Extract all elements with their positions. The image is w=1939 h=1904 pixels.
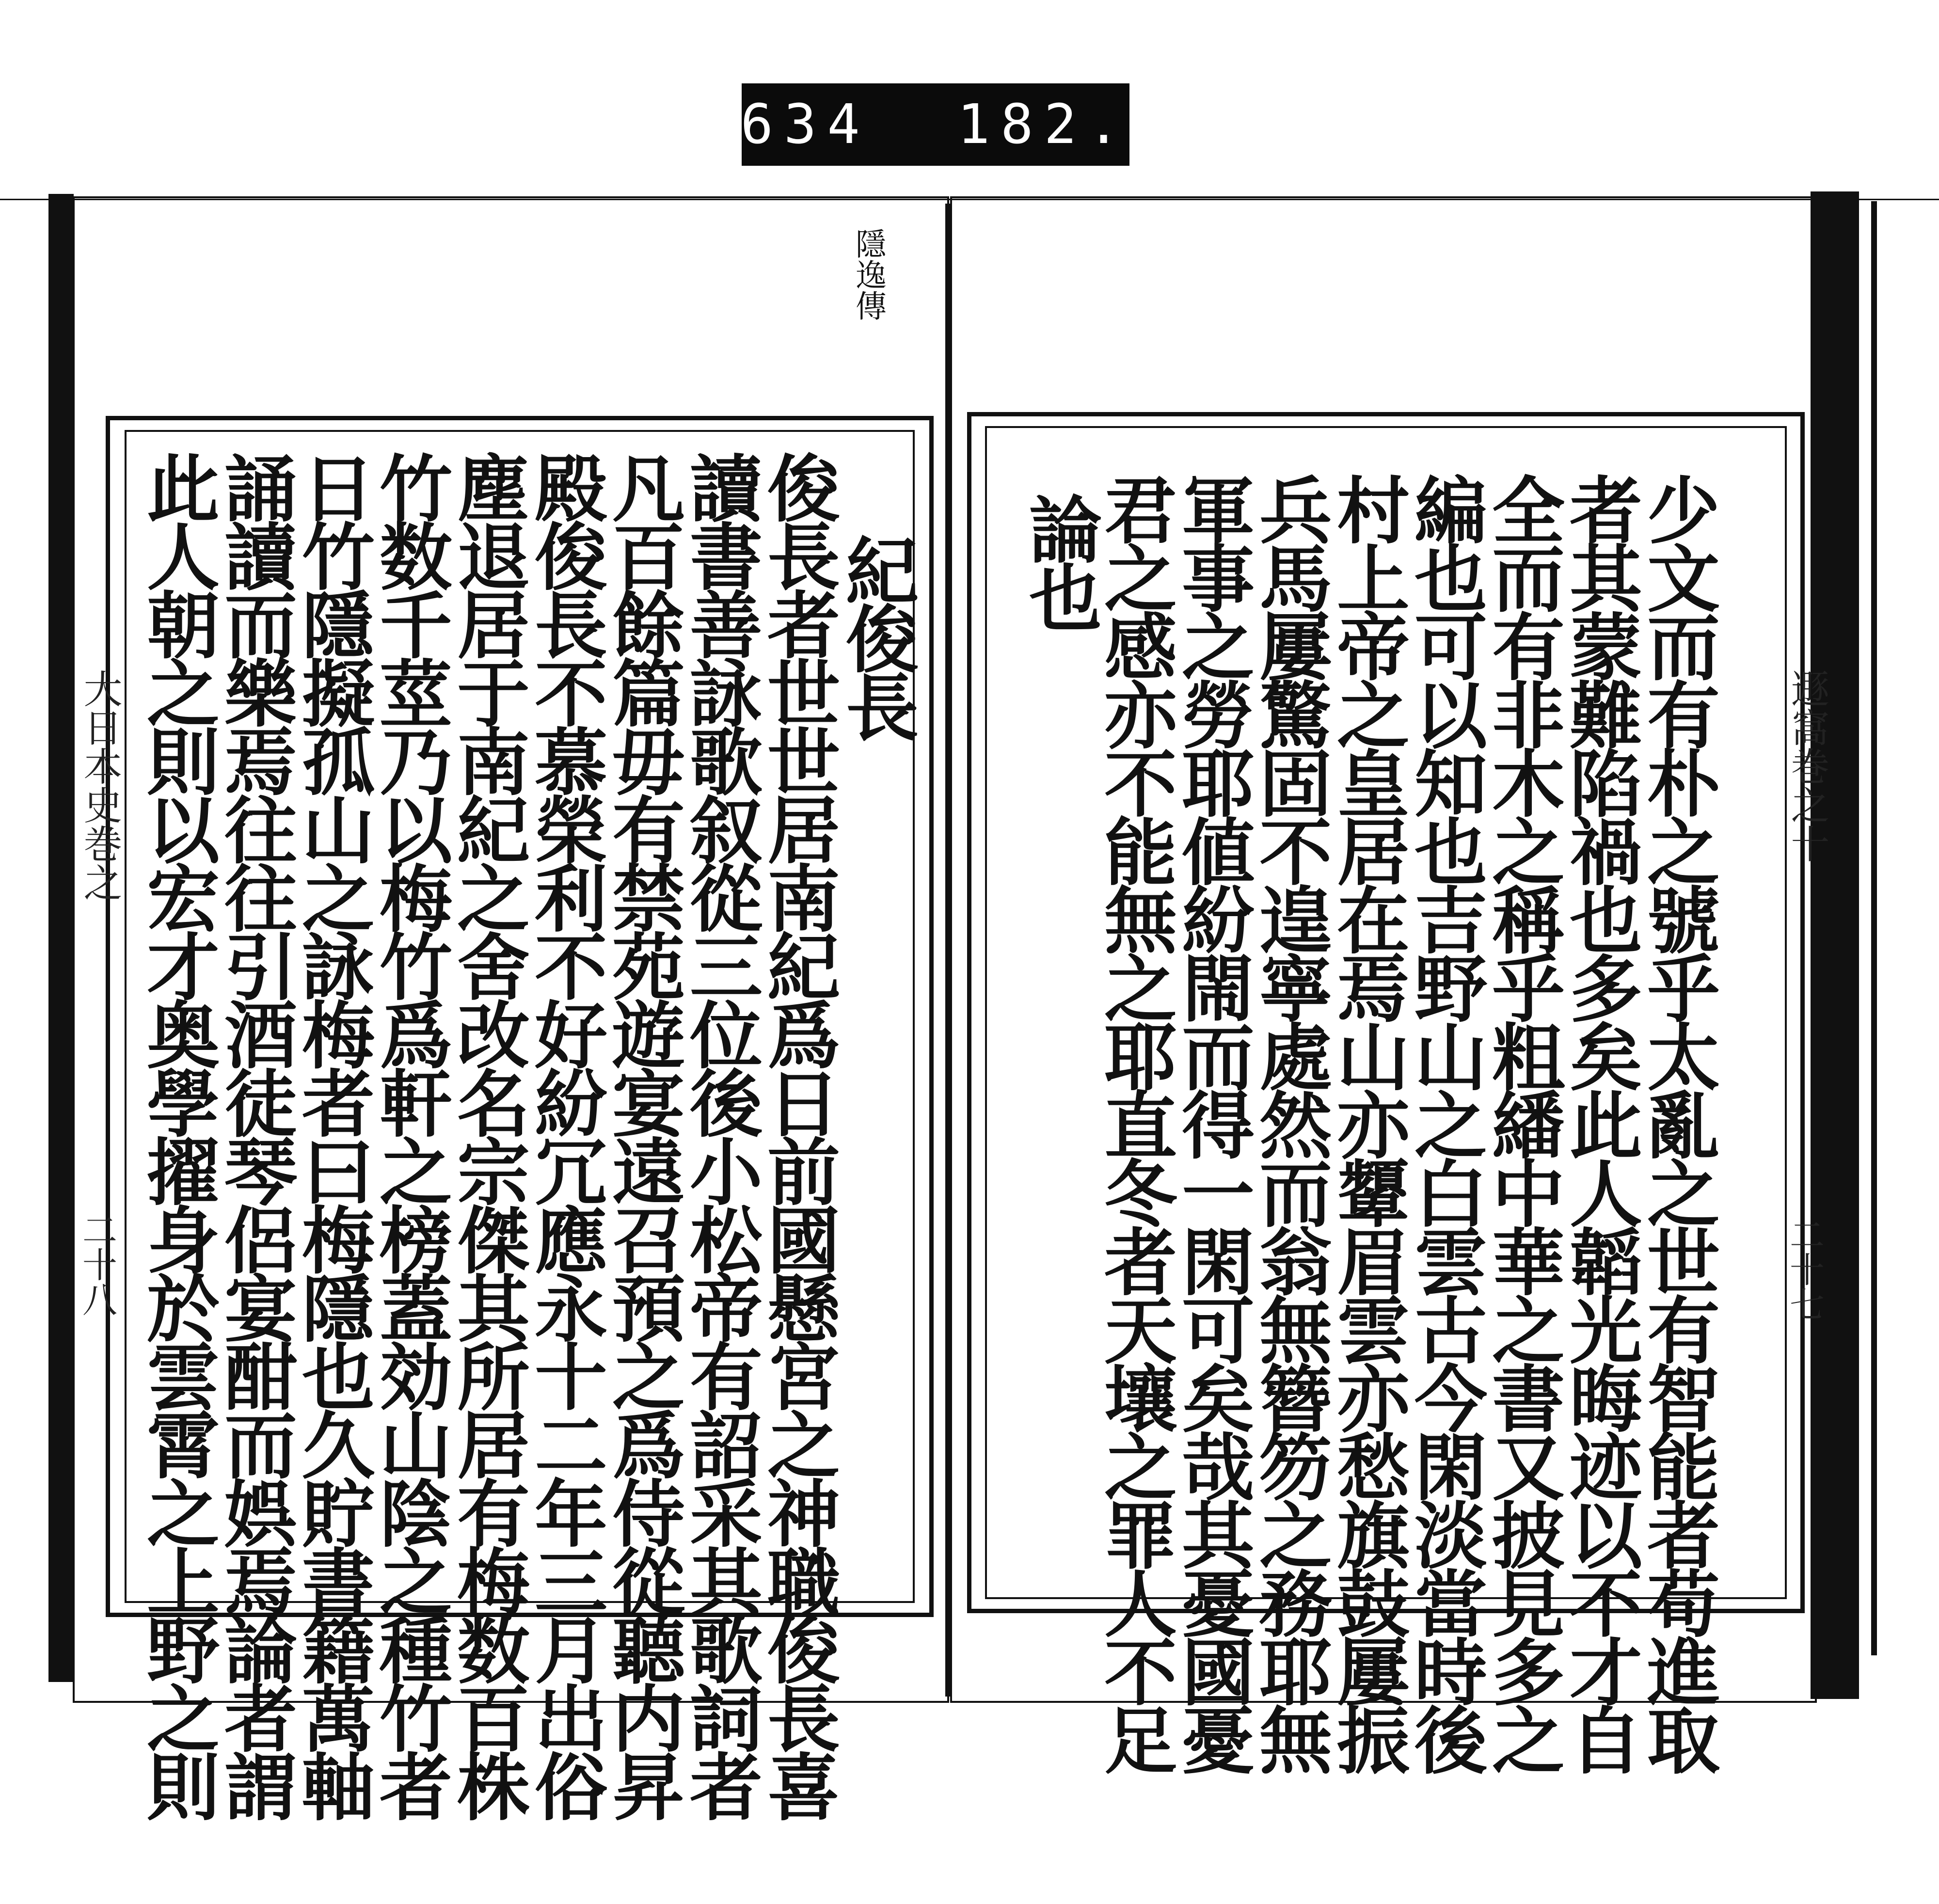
right-book-edge xyxy=(1811,191,1859,1699)
text-column: 君之感亦不能無之耶直冬者天壤之罪人不足 xyxy=(1092,473,1177,1771)
text-column: 此人朝之則以宏才奥學擢身於雲霄之上野之則 xyxy=(134,451,220,1818)
center-gutter xyxy=(945,204,950,1697)
section-title: 紀俊長 xyxy=(833,533,919,738)
text-column: 兵馬屢驚固不遑寧處然而翁無簪笏之務耶無 xyxy=(1247,473,1332,1771)
text-column: 者其蒙難陷禍也多矣此人韜光晦迹以不才自 xyxy=(1557,473,1642,1771)
running-head: 隱逸傳 xyxy=(850,228,886,321)
text-column: 全而有非木之稱乎粗繙中華之書又披見多之 xyxy=(1479,473,1565,1771)
text-column: 塵退居于南紀之舍改名宗傑其所居有梅数百株 xyxy=(445,451,530,1818)
text-column: 編也可以知也吉野山之白雲古今閑淡當時後 xyxy=(1402,473,1487,1771)
left-folio: 二十八 xyxy=(77,1212,117,1317)
left-book-edge xyxy=(48,194,74,1682)
text-column: 讀書善詠歌叙從三位後小松帝有詔采其歌詞者 xyxy=(677,451,763,1818)
right-folio: 二十七 xyxy=(1784,1217,1825,1321)
text-column: 日竹隱擬孤山之詠梅者曰梅隱也久貯書籍萬軸 xyxy=(289,451,375,1818)
text-column: 誦讀而樂焉往往引酒徒琴侶宴酣而娯焉論者謂 xyxy=(212,451,297,1818)
text-column: 竹数千莖乃以梅竹爲軒之榜蓋効山陰之種竹者 xyxy=(367,451,452,1818)
text-column: 論也 xyxy=(1017,492,1102,629)
text-column: 殿俊長不慕榮利不好紛冗應永十二年三月出俗 xyxy=(522,451,607,1818)
left-side-label: 大日本史巻之 xyxy=(77,669,122,902)
text-column: 軍事之勞耶値紛閙而得一閑可矣哉其憂國憂 xyxy=(1169,473,1255,1771)
text-column: 村上帝之皇居在焉山亦顰眉雲亦愁旗鼓屢振 xyxy=(1324,473,1410,1771)
call-number-label: 634 182. xyxy=(742,83,1129,166)
right-book-edge-thin xyxy=(1871,201,1877,1655)
text-column: 少文而有朴之號乎太亂之世有智能者苟進取 xyxy=(1635,473,1720,1771)
text-column: 凡百餘篇毋有禁苑遊宴遠召預之爲侍從聽内昇 xyxy=(600,451,685,1818)
text-column: 俊長者世世居南紀爲日前國懸宮之神職俊長喜 xyxy=(755,451,840,1818)
right-side-label: 遯窩巻之十 xyxy=(1784,669,1829,863)
